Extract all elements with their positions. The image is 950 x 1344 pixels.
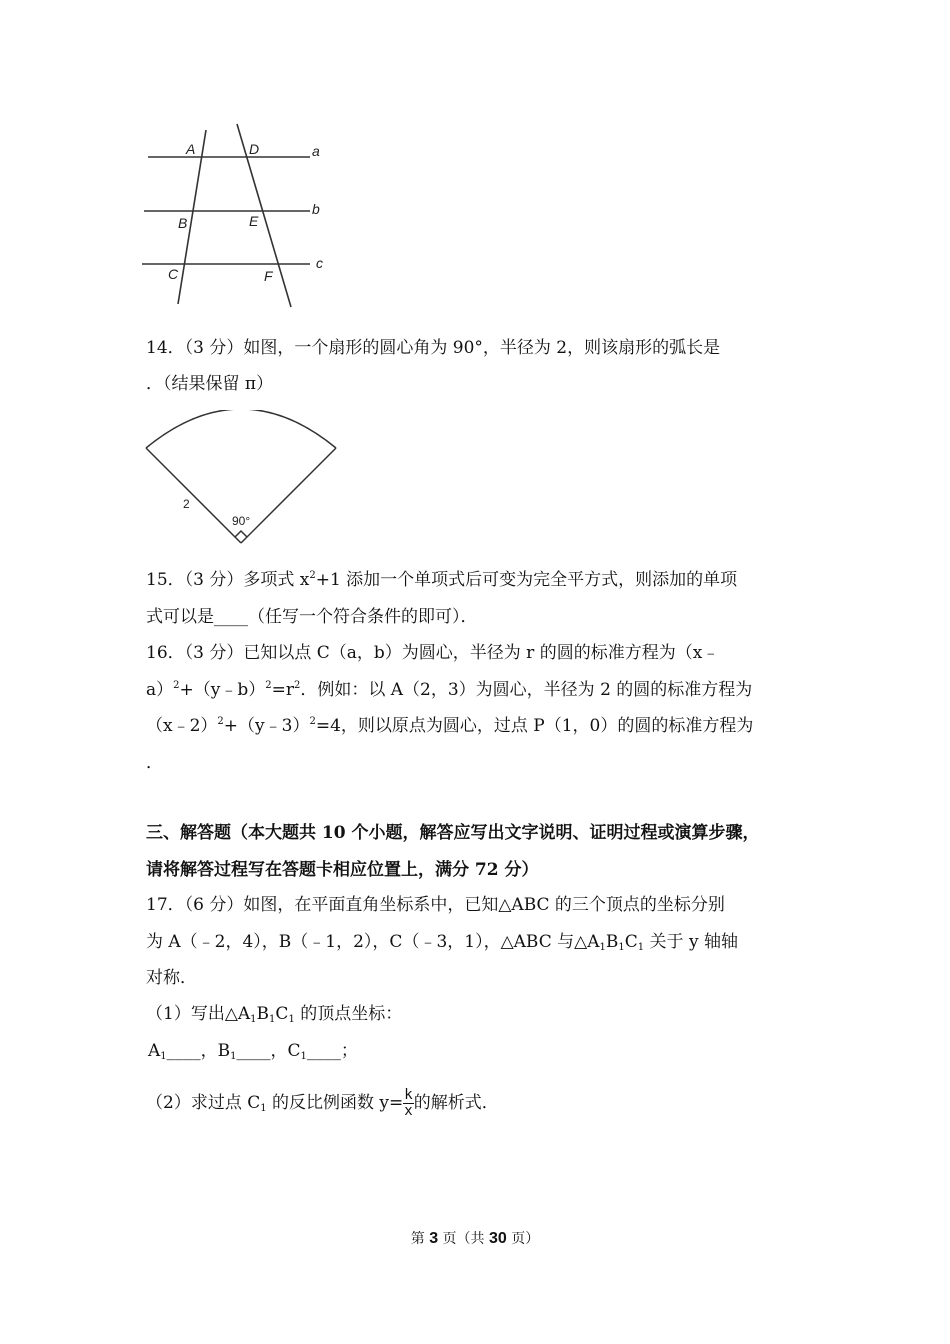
q17-p2-s1: 1: [260, 1103, 267, 1114]
q16-l2-sup2: 2: [265, 680, 272, 691]
q16-l3-b: +（y﹣3）: [223, 716, 310, 736]
q16-line3: [146, 716, 753, 736]
q17-p2-a: （2）求过点 C: [146, 1093, 261, 1113]
parallel-lines-figure: [138, 118, 338, 313]
q17-ans-s1: 1: [160, 1051, 167, 1062]
q17-ans-c: ____，C: [236, 1041, 301, 1061]
q16-line1: 16．（3 分）已知以点 C（a，b）为圆心，半径为 r 的圆的标准方程为（x﹣: [146, 643, 720, 663]
footer-text-a: 第: [410, 1231, 430, 1247]
k-over-x-fraction: [403, 1088, 413, 1119]
sector-figure: [140, 410, 345, 550]
q17-l2-s1: 1: [599, 942, 606, 953]
q17-p1-s1: 1: [250, 1014, 257, 1025]
fraction-numerator: k: [404, 1087, 413, 1103]
q17-line2: [146, 932, 738, 952]
q14-line2: ．（结果保留 π）: [146, 374, 274, 394]
sector-radius-left: [146, 448, 241, 543]
label-F: F: [264, 268, 273, 284]
label-D: D: [249, 141, 260, 157]
q17-ans-s2: 1: [230, 1051, 237, 1062]
q17-p2-c: 的解析式．: [413, 1093, 499, 1113]
q17-ans-a: A: [148, 1041, 161, 1061]
label-A: A: [186, 141, 196, 157]
label-B: B: [178, 215, 188, 231]
sector-arc: [146, 410, 336, 448]
q17-ans-s3: 1: [300, 1051, 307, 1062]
q16-l2-a: a）: [146, 680, 174, 700]
label-c: c: [316, 255, 323, 271]
q17-p2-b: 的反比例函数 y=: [266, 1093, 404, 1113]
q16-l3-sup2: 2: [309, 716, 316, 727]
q17-part2: [146, 1088, 499, 1119]
section3-heading-line2: 请将解答过程写在答题卡相应位置上，满分 72 分）: [146, 860, 539, 880]
q17-ans-d: ____；: [306, 1041, 358, 1061]
q15-text-a: 15．（3 分）多项式 x: [146, 570, 310, 590]
q15-sup: 2: [309, 570, 316, 581]
page-footer: [0, 1228, 950, 1248]
q17-p1-c: C: [275, 1004, 289, 1024]
q17-p1-b: B: [256, 1004, 270, 1024]
q16-l3-c: =4，则以原点为圆心，过点 P（1，0）的圆的标准方程为: [315, 716, 754, 736]
label-E: E: [249, 213, 259, 229]
label-a: a: [312, 143, 320, 159]
q16-l3-sup1: 2: [217, 716, 224, 727]
radius-label: 2: [183, 497, 190, 511]
section3-heading-line1: 三、解答题（本大题共 10 个小题，解答应写出文字说明、证明过程或演算步骤，: [146, 823, 760, 843]
right-angle-mark: [235, 531, 247, 537]
q17-ans-b: ____，B: [166, 1041, 231, 1061]
q15-line1: [146, 570, 737, 590]
q17-part1: [146, 1004, 402, 1024]
q17-answer-blanks: [148, 1041, 358, 1061]
q15-text-b: +1 添加一个单项式后可变为完全平方式，则添加的单项: [315, 570, 738, 590]
q17-l2-s3: 1: [637, 942, 645, 953]
q17-p1-s3: 1: [288, 1014, 295, 1025]
q16-l2-d: ．例如：以 A（2，3）为圆心，半径为 2 的圆的标准方程为: [300, 680, 753, 700]
q16-line2: [146, 680, 752, 700]
q17-p1-d: 的顶点坐标：: [294, 1004, 403, 1024]
footer-text-c: 页）: [506, 1231, 540, 1247]
q17-l2-a: 为 A（﹣2，4），B（﹣1，2），C（﹣3，1），△ABC 与△A: [146, 932, 600, 952]
q14-line1: 14．（3 分）如图，一个扇形的圆心角为 90°，半径为 2，则该扇形的弧长是: [146, 338, 721, 358]
q16-l2-b: +（y﹣b）: [179, 680, 266, 700]
q16-l2-sup1: 2: [173, 680, 180, 691]
q17-p1-a: （1）写出△A: [146, 1004, 251, 1024]
q17-line3: 对称．: [146, 968, 197, 988]
q16-l3-a: （x﹣2）: [146, 716, 218, 736]
q17-p1-s2: 1: [269, 1014, 276, 1025]
label-C: C: [168, 266, 179, 282]
q16-line4: ．: [146, 753, 163, 773]
label-b: b: [312, 201, 320, 217]
angle-label: 90°: [232, 514, 251, 528]
q16-l2-sup3: 2: [294, 680, 301, 691]
q15-line2: 式可以是____（任写一个符合条件的即可）．: [146, 607, 478, 627]
sector-radius-right: [241, 448, 336, 543]
q16-l2-c: =r: [271, 680, 294, 700]
q17-l2-c: C: [624, 932, 638, 952]
footer-text-b: 页（共: [438, 1231, 489, 1247]
footer-total-pages: 30: [489, 1230, 507, 1247]
fraction-denominator: x: [404, 1103, 413, 1119]
footer-page-number: 3: [429, 1230, 439, 1247]
q17-line1: 17．（6 分）如图，在平面直角坐标系中，已知△ABC 的三个顶点的坐标分别: [146, 895, 725, 915]
q17-l2-d: 关于 y 轴轴: [644, 932, 738, 952]
q17-l2-s2: 1: [618, 942, 625, 953]
q17-l2-b: B: [605, 932, 619, 952]
